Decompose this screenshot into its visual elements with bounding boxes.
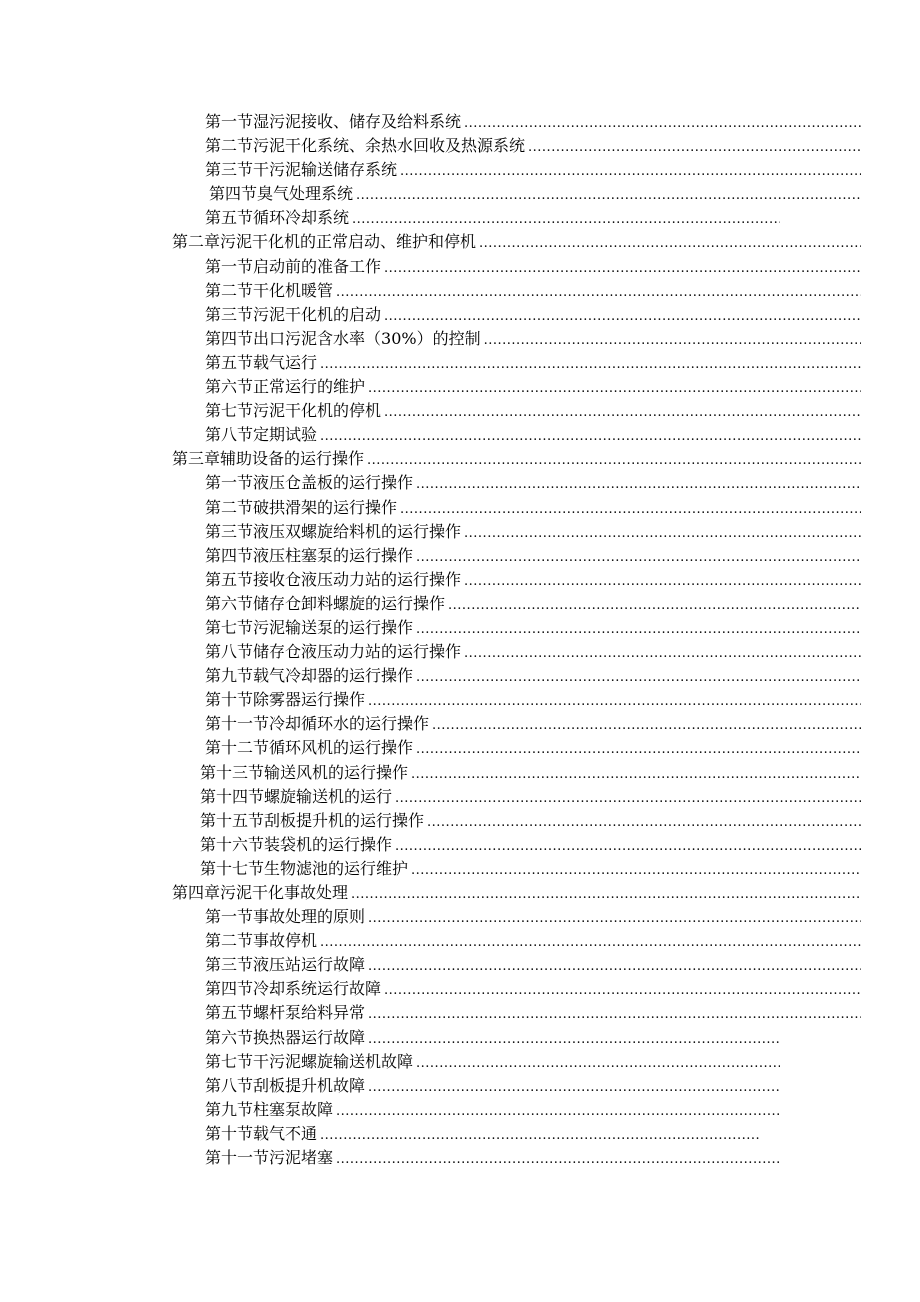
chapter-number: 第三章 [172, 449, 221, 469]
chapter-title: 辅助设备的运行操作 [220, 449, 365, 469]
dot-leader [368, 690, 861, 714]
toc-entry[interactable] [205, 664, 861, 690]
section-number: 第十四节 [200, 786, 265, 806]
section-title: 输送风机的运行操作 [264, 762, 409, 782]
section-title: 液压柱塞泵的运行操作 [253, 545, 414, 565]
dot-leader [367, 449, 861, 473]
chapter-title: 污泥干化机的正常启动、维护和停机 [220, 232, 477, 252]
toc-entry[interactable] [205, 592, 861, 618]
toc-entry[interactable] [205, 423, 861, 449]
toc-entry[interactable] [205, 1146, 780, 1172]
dot-leader [416, 473, 861, 497]
toc-entry[interactable] [172, 447, 861, 473]
toc-section-row [0, 640, 920, 664]
toc-section-row [0, 1146, 920, 1170]
toc-entry[interactable] [205, 616, 861, 642]
toc-section-row [0, 616, 920, 640]
section-number: 第十七节 [200, 858, 265, 878]
toc-entry[interactable] [209, 182, 861, 208]
section-title: 臭气处理系统 [257, 184, 354, 204]
toc-entry[interactable] [205, 1001, 861, 1027]
dot-leader [384, 401, 861, 425]
section-title: 污泥干化机的启动 [253, 304, 382, 324]
section-number: 第一节 [205, 907, 254, 927]
dot-leader [448, 594, 861, 618]
toc-section-row [0, 375, 920, 399]
section-title: 载气不通 [253, 1123, 318, 1143]
dot-leader [320, 425, 861, 449]
dot-leader [416, 1052, 780, 1076]
toc-entry[interactable] [172, 881, 861, 907]
dot-leader [479, 232, 861, 256]
toc-section-row [0, 1050, 920, 1074]
section-title: 污泥干化系统、余热水回收及热源系统 [253, 136, 526, 156]
dot-leader [368, 1076, 780, 1100]
toc-section-row [0, 1074, 920, 1098]
toc-section-row [0, 977, 920, 1001]
toc-entry[interactable] [205, 544, 861, 570]
toc-entry[interactable] [205, 905, 861, 931]
section-title: 换热器运行故障 [253, 1027, 366, 1047]
section-number: 第八节 [205, 425, 254, 445]
toc-entry[interactable] [205, 110, 861, 136]
dot-leader [400, 498, 861, 522]
section-number: 第五节 [205, 569, 254, 589]
section-title: 干化机暖管 [253, 280, 334, 300]
dot-leader [356, 184, 861, 208]
section-title: 污泥堵塞 [269, 1148, 334, 1168]
section-number: 第七节 [205, 617, 254, 637]
toc-entry[interactable] [205, 520, 861, 546]
section-number: 第五节 [205, 1003, 254, 1023]
section-title: 启动前的准备工作 [253, 256, 382, 276]
section-number: 第一节 [205, 256, 254, 276]
toc-section-row [0, 905, 920, 929]
toc-section-row [0, 279, 920, 303]
section-title: 液压仓盖板的运行操作 [253, 473, 414, 493]
toc-entry[interactable] [205, 496, 861, 522]
section-number: 第二节 [205, 136, 254, 156]
toc-entry[interactable] [205, 977, 861, 1003]
section-number: 第四节 [205, 328, 254, 348]
toc-section-row [0, 399, 920, 423]
toc-section-row [0, 785, 920, 809]
toc-entry[interactable] [205, 303, 861, 329]
toc-section-row [0, 134, 920, 158]
dot-leader [368, 907, 861, 931]
dot-leader [416, 666, 861, 690]
dot-leader [395, 787, 861, 811]
dot-leader [384, 305, 861, 329]
dot-leader [427, 811, 861, 835]
dot-leader [400, 160, 861, 184]
toc-entry[interactable] [205, 375, 861, 401]
toc-chapter-row [0, 230, 920, 254]
toc-entry[interactable] [205, 953, 861, 979]
dot-leader [416, 738, 861, 762]
section-title: 储存仓液压动力站的运行操作 [253, 642, 462, 662]
section-title: 储存仓卸料螺旋的运行操作 [253, 593, 446, 613]
section-title: 干污泥螺旋输送机故障 [253, 1051, 414, 1071]
section-title: 正常运行的维护 [253, 377, 366, 397]
toc-section-row [0, 1001, 920, 1025]
toc-entry[interactable] [205, 568, 861, 594]
toc-section-row [0, 327, 920, 351]
chapter-number: 第二章 [172, 232, 221, 252]
toc-section-row [0, 1026, 920, 1050]
section-number: 第三节 [205, 160, 254, 180]
section-number: 第十一节 [205, 1148, 270, 1168]
toc-entry[interactable] [205, 279, 861, 305]
chapter-title: 污泥干化事故处理 [220, 883, 349, 902]
toc-entry[interactable] [205, 255, 861, 281]
toc-entry[interactable] [205, 640, 861, 666]
toc-section-row [0, 568, 920, 592]
dot-leader [368, 955, 861, 979]
toc-entry[interactable] [205, 471, 861, 497]
section-number: 第八节 [205, 642, 254, 662]
section-title: 污泥输送泵的运行操作 [253, 617, 414, 637]
toc-section-row [0, 857, 920, 881]
toc-section-row [0, 255, 920, 279]
section-number: 第四节 [209, 184, 258, 204]
section-title: 干污泥输送储存系统 [253, 160, 398, 180]
toc-section-row [0, 761, 920, 785]
toc-entry[interactable] [200, 857, 861, 883]
section-number: 第七节 [205, 401, 254, 421]
toc-entry[interactable] [205, 1122, 760, 1148]
section-number: 第九节 [205, 1099, 254, 1119]
toc-section-row [0, 182, 920, 206]
section-number: 第十节 [205, 690, 254, 710]
dot-leader [395, 835, 861, 859]
dot-leader [336, 1100, 780, 1124]
section-number: 第四节 [205, 979, 254, 999]
toc-chapter-row [0, 447, 920, 471]
section-title: 循环风机的运行操作 [269, 738, 414, 758]
section-number: 第二节 [205, 931, 254, 951]
dot-leader [464, 522, 861, 546]
section-title: 事故停机 [253, 931, 318, 951]
section-title: 螺旋输送机的运行 [264, 786, 393, 806]
dot-leader [368, 1003, 861, 1027]
section-number: 第五节 [205, 208, 254, 228]
dot-leader [336, 1148, 780, 1172]
section-title: 接收仓液压动力站的运行操作 [253, 569, 462, 589]
dot-leader [320, 353, 861, 377]
toc-entry[interactable] [205, 712, 861, 738]
toc-entry[interactable] [205, 206, 780, 232]
toc-section-row [0, 303, 920, 327]
toc-section-row [0, 544, 920, 568]
dot-leader [336, 281, 861, 305]
section-title: 柱塞泵故障 [253, 1099, 334, 1119]
section-number: 第三节 [205, 955, 254, 975]
dot-leader [411, 763, 861, 787]
section-title: 生物滤池的运行维护 [264, 858, 409, 878]
section-number: 第七节 [205, 1051, 254, 1071]
toc-entry[interactable] [205, 1098, 780, 1124]
dot-leader [352, 208, 780, 232]
toc-section-row [0, 423, 920, 447]
section-number: 第一节 [205, 112, 254, 131]
toc-section-row [0, 158, 920, 182]
dot-leader [351, 883, 861, 907]
dot-leader [432, 714, 861, 738]
toc-entry[interactable] [200, 809, 861, 835]
toc-entry[interactable] [205, 688, 861, 714]
dot-leader [320, 931, 861, 955]
section-number: 第三节 [205, 521, 254, 541]
dot-leader [484, 329, 861, 353]
section-title: 冷却系统运行故障 [253, 979, 382, 999]
section-title: 液压双螺旋给料机的运行操作 [253, 521, 462, 541]
toc-entry[interactable] [205, 134, 861, 160]
toc-entry[interactable] [205, 327, 861, 353]
dot-leader [368, 377, 861, 401]
toc-section-row [0, 809, 920, 833]
toc-entry[interactable] [205, 929, 861, 955]
chapter-number: 第四章 [172, 883, 221, 902]
dot-leader [411, 859, 861, 883]
dot-leader [416, 546, 861, 570]
section-title: 循环冷却系统 [253, 208, 350, 228]
section-number: 第五节 [205, 352, 254, 372]
section-title: 污泥干化机的停机 [253, 401, 382, 421]
toc-section-row [0, 712, 920, 736]
toc-entry[interactable] [200, 785, 861, 811]
toc-entry[interactable] [200, 761, 861, 787]
section-title: 出口污泥含水率（30%）的控制 [253, 328, 481, 348]
section-number: 第十六节 [200, 834, 265, 854]
section-number: 第六节 [205, 377, 254, 397]
toc-section-row [0, 110, 920, 134]
dot-leader [320, 1124, 760, 1148]
toc-section-row [0, 496, 920, 520]
toc-section-row [0, 471, 920, 495]
toc-chapter-row [0, 881, 920, 905]
section-number: 第十二节 [205, 738, 270, 758]
toc-entry[interactable] [205, 736, 861, 762]
dot-leader [528, 136, 861, 160]
section-title: 载气冷却器的运行操作 [253, 666, 414, 686]
toc-section-row [0, 1098, 920, 1122]
toc-entry[interactable] [205, 1074, 780, 1100]
toc-section-row [0, 206, 920, 230]
section-title: 刮板提升机故障 [253, 1075, 366, 1095]
section-title: 湿污泥接收、储存及给料系统 [253, 112, 462, 131]
section-number: 第六节 [205, 1027, 254, 1047]
section-number: 第三节 [205, 304, 254, 324]
section-title: 装袋机的运行操作 [264, 834, 393, 854]
section-title: 液压站运行故障 [253, 955, 366, 975]
section-number: 第二节 [205, 497, 254, 517]
toc-entry[interactable] [172, 230, 861, 256]
toc-section-row [0, 833, 920, 857]
toc-section-row [0, 688, 920, 712]
dot-leader [464, 642, 861, 666]
toc-entry[interactable] [200, 833, 861, 859]
dot-leader [368, 1028, 780, 1052]
section-number: 第一节 [205, 473, 254, 493]
section-number: 第九节 [205, 666, 254, 686]
section-title: 定期试验 [253, 425, 318, 445]
section-number: 第八节 [205, 1075, 254, 1095]
toc-section-row [0, 953, 920, 977]
toc-entry[interactable] [205, 158, 861, 184]
section-number: 第四节 [205, 545, 254, 565]
dot-leader [384, 979, 861, 1003]
dot-leader [416, 618, 861, 642]
toc-section-row [0, 929, 920, 953]
section-number: 第十一节 [205, 714, 270, 734]
dot-leader [384, 257, 861, 281]
toc-entry[interactable] [205, 351, 861, 377]
section-title: 螺杆泵给料异常 [253, 1003, 366, 1023]
toc-section-row [0, 351, 920, 375]
section-title: 冷却循环水的运行操作 [269, 714, 430, 734]
toc-section-row [0, 520, 920, 544]
section-number: 第十五节 [200, 810, 265, 830]
section-title: 破拱滑架的运行操作 [253, 497, 398, 517]
toc-entry[interactable] [205, 399, 861, 425]
toc-section-row [0, 736, 920, 760]
section-title: 除雾器运行操作 [253, 690, 366, 710]
section-number: 第二节 [205, 280, 254, 300]
table-of-contents [0, 110, 920, 1170]
section-title: 刮板提升机的运行操作 [264, 810, 425, 830]
toc-entry[interactable] [205, 1050, 780, 1076]
toc-section-row [0, 664, 920, 688]
section-title: 事故处理的原则 [253, 907, 366, 927]
dot-leader [464, 112, 861, 136]
section-number: 第六节 [205, 593, 254, 613]
section-number: 第十节 [205, 1123, 254, 1143]
dot-leader [464, 570, 861, 594]
section-title: 载气运行 [253, 352, 318, 372]
toc-section-row [0, 592, 920, 616]
toc-section-row [0, 1122, 920, 1146]
section-number: 第十三节 [200, 762, 265, 782]
toc-entry[interactable] [205, 1026, 780, 1052]
